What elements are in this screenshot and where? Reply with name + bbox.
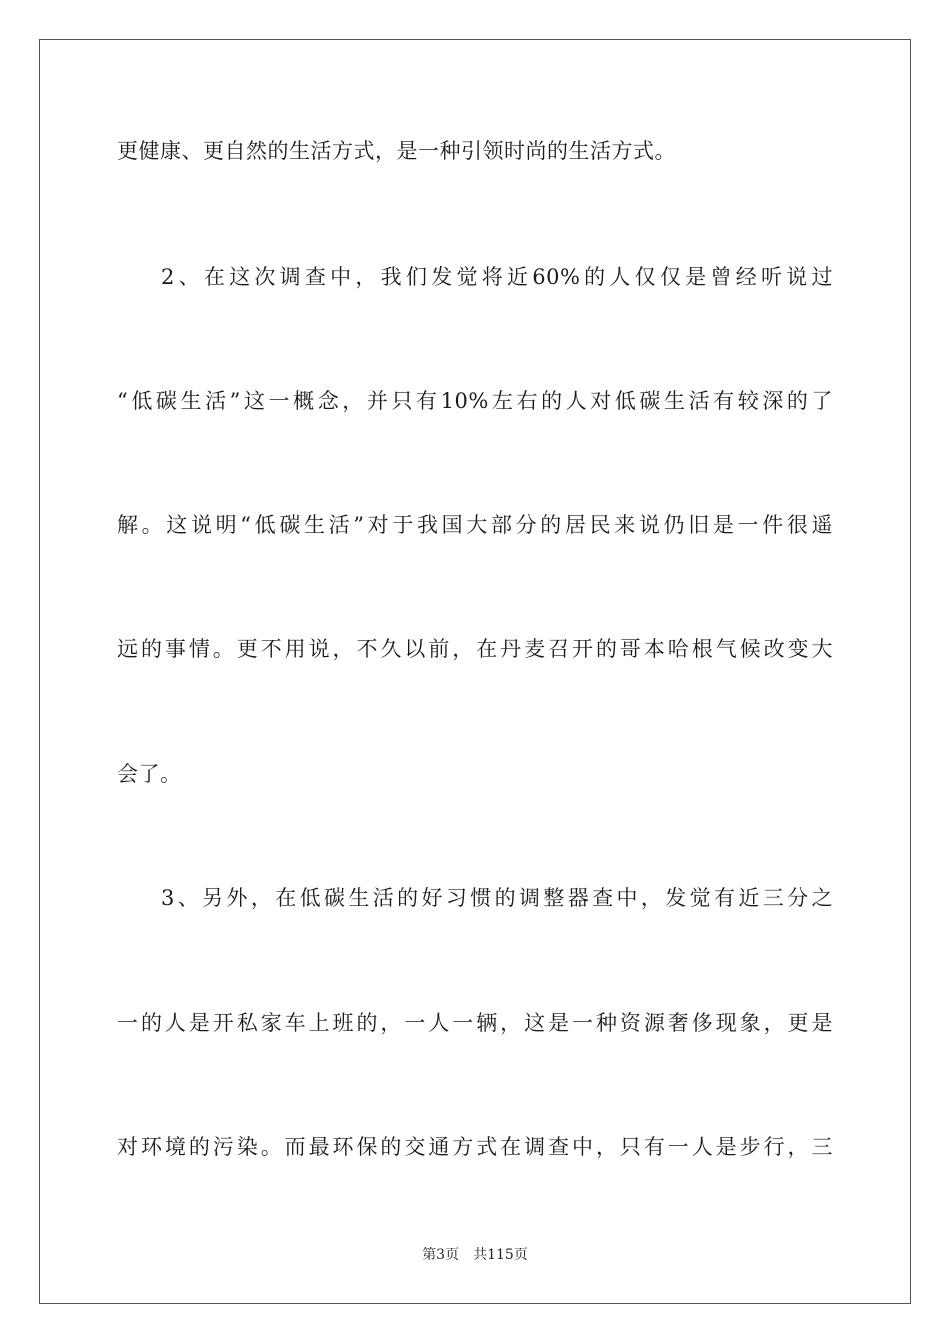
text-line-6: 会了。	[117, 762, 182, 786]
text-line-8: 一的人是开私家车上班的，一人一辆，这是一种资源奢侈现象，更是	[117, 1011, 833, 1035]
page-footer	[0, 1245, 950, 1265]
text-line-9: 对环境的污染。而最环保的交通方式在调查中，只有一人是步行，三	[117, 1135, 833, 1159]
text-line-7: 3、另外，在低碳生活的好习惯的调整器查中，发觉有近三分之	[161, 886, 833, 910]
page-frame	[39, 39, 911, 1304]
text-line-5: 远的事情。更不用说，不久以前，在丹麦召开的哥本哈根气候改变大	[117, 637, 833, 661]
text-line-4: 解。这说明“低碳生活”对于我国大部分的居民来说仍旧是一件很遥	[117, 513, 833, 537]
text-line-2: 2、在这次调查中，我们发觉将近60%的人仅仅是曾经听说过	[161, 265, 833, 289]
page-total: 共115页	[473, 1247, 528, 1263]
text-line-1: 更健康、更自然的生活方式，是一种引领时尚的生活方式。	[117, 139, 676, 163]
text-line-3: “低碳生活”这一概念，并只有10%左右的人对低碳生活有较深的了	[117, 389, 833, 413]
page-number: 第3页	[422, 1247, 460, 1263]
